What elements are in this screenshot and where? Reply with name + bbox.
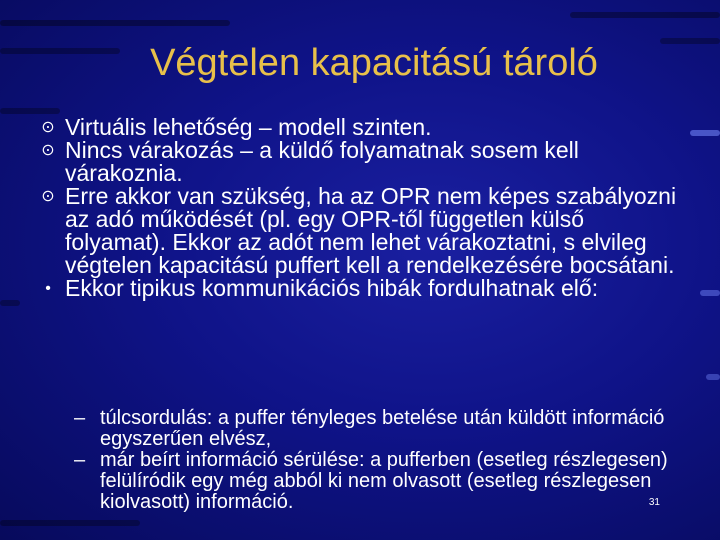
decor-streak bbox=[570, 12, 720, 18]
sub-bullet-item bbox=[74, 408, 694, 450]
page-number: 31 bbox=[648, 497, 660, 508]
bullet-item bbox=[38, 277, 678, 300]
sub-bullet-marker: – bbox=[74, 449, 86, 471]
bullet-list bbox=[38, 116, 678, 300]
decor-streak bbox=[0, 108, 60, 114]
bullet-item bbox=[38, 116, 678, 139]
decor-streak bbox=[706, 374, 720, 380]
decor-streak bbox=[700, 290, 720, 296]
bullet-marker: ⊙ bbox=[41, 119, 55, 136]
sub-bullet-list bbox=[74, 408, 694, 513]
sub-bullet-marker: – bbox=[74, 407, 86, 429]
sub-bullet-item bbox=[74, 450, 694, 513]
bullet-text: Nincs várakozás – a küldő folyamatnak sosem kell várakoznia. bbox=[65, 137, 579, 186]
bullet-item bbox=[38, 185, 678, 277]
bullet-marker: ⊙ bbox=[41, 188, 55, 205]
decor-streak bbox=[0, 300, 20, 306]
sub-bullet-text: túlcsordulás: a puffer tényleges betelése után küldött információ egyszerűen elvész, bbox=[100, 407, 665, 450]
bullet-text: Virtuális lehetőség – modell szinten. bbox=[65, 114, 432, 140]
bullet-text: Ekkor tipikus kommunikációs hibák fordulhatnak elő: bbox=[65, 275, 599, 301]
bullet-marker: • bbox=[45, 280, 51, 297]
slide-title: Végtelen kapacitású tároló bbox=[150, 42, 598, 84]
bullet-marker: ⊙ bbox=[41, 142, 55, 159]
sub-bullet-text: már beírt információ sérülése: a pufferben (esetleg részlegesen) felülíródik egy még abból ki nem olvasott (esetleg részlegesen kiolvasott) információ. bbox=[100, 449, 668, 513]
bullet-text: Erre akkor van szükség, ha az OPR nem képes szabályozni az adó működését (pl. egy OPR-től független külső folyamat). Ekkor az adót nem lehet várakoztatni, s elvileg végtelen kapacitású puffert kell a rendelkezésére bocsátani. bbox=[65, 183, 677, 278]
bullet-item bbox=[38, 139, 678, 185]
decor-streak bbox=[0, 20, 230, 26]
decor-streak bbox=[0, 520, 140, 526]
decor-streak bbox=[690, 130, 720, 136]
